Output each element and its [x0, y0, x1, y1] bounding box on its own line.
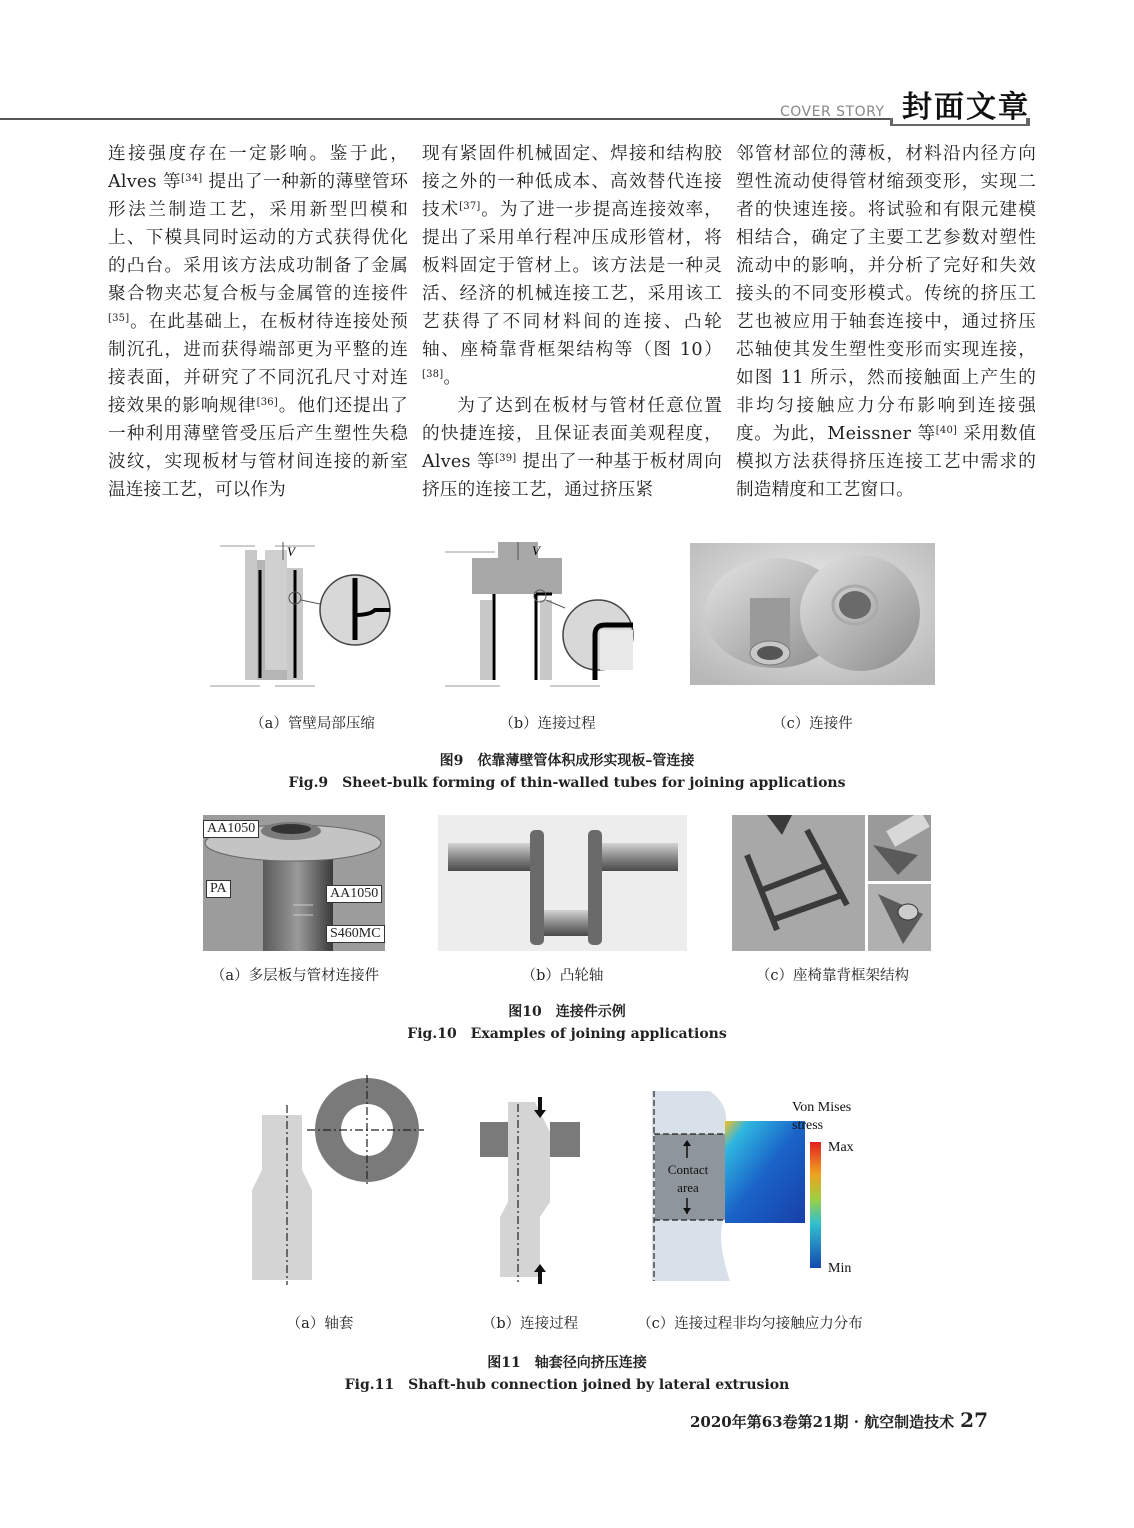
- text-run: 连接强度存在一定影响。鉴于此，Alves 等: [108, 144, 408, 192]
- text-run: 邻管材部位的薄板，材料沿内径方向塑性流动使得管材缩颈变形，实现二者的快速连接。将试验和有限元建模相结合，确定了主要工艺参数对塑性流动中的影响，并分析了完好和失效接头的不同变形模式。传统的挤压工艺也被应用于轴套连接中，通过挤压芯轴使其发生塑性变形而实现连接，如图 11 所示，然而接触面上产生的非均匀接触应力分布影响到连接强度。为此，Meissner 等: [736, 144, 1036, 444]
- citation-ref: [38]: [422, 369, 444, 380]
- text-column-1: [108, 140, 408, 504]
- fig10-sub-a: （a）多层板与管材连接件: [210, 968, 380, 984]
- fig9-sub-a: （a）管壁局部压缩: [250, 716, 375, 732]
- fig11-sub-b: （b）连接过程: [481, 1316, 579, 1332]
- paragraph: [108, 140, 408, 504]
- text-run: 现有紧固件机械固定、焊接和结构胶接之外的一种低成本、高效替代连接技术: [422, 144, 722, 220]
- fig11c-legend-min: Min: [828, 1261, 852, 1276]
- fig11-caption-en: Fig.11 Shaft-hub connection joined by lateral extrusion: [344, 1377, 790, 1393]
- fig9-panel-b: [440, 540, 655, 692]
- fig11-caption-cn: 图11 轴套径向挤压连接: [487, 1355, 647, 1371]
- fig10a-label-aa1050-top: AA1050: [203, 820, 259, 838]
- text-run: 。他们还提出了一种利用薄壁管受压后产生塑性失稳波纹，实现板材与管材间连接的新室温连接工艺，可以作为: [108, 396, 408, 500]
- fig9-sub-c: （c）连接件: [772, 716, 853, 732]
- section-label-cn: 封面文章: [902, 90, 1030, 125]
- fig9-caption-en: Fig.9 Sheet-bulk forming of thin-walled tubes for joining applications: [288, 775, 846, 791]
- fig11-panel-c-fea: [640, 1086, 860, 1286]
- fig9-caption-cn: 图9 依靠薄壁管体积成形实现板–管连接: [439, 753, 695, 769]
- fig10-panel-c-detail-bottom: [868, 884, 931, 951]
- paragraph: [422, 140, 722, 392]
- fig11c-stress-title-1: Von Mises: [792, 1100, 852, 1115]
- text-run: 。为了进一步提高连接效率，提出了采用单行程冲压成形管材，将板料固定于管材上。该方法是一种灵活、经济的机械连接工艺，采用该工艺获得了不同材料间的连接、凸轮轴、座椅靠背框架结构等（图 10）: [422, 200, 722, 360]
- fig9-sub-b: （b）连接过程: [499, 716, 596, 732]
- fig10-panel-c-detail-top: [868, 815, 931, 881]
- citation-ref: [35]: [108, 313, 130, 324]
- fig10-caption-en: Fig.10 Examples of joining applications: [407, 1026, 727, 1042]
- fig11c-contact-label-1: Contact: [667, 1162, 709, 1177]
- text-column-2: [422, 140, 722, 504]
- fig11-panel-a: [252, 1075, 432, 1290]
- citation-ref: [39]: [495, 453, 517, 464]
- text-column-3: [736, 140, 1036, 504]
- fig9-panel-c-photo: [690, 543, 935, 685]
- fig9-panel-a: [205, 540, 420, 692]
- text-run: 。: [443, 368, 462, 388]
- fig11-panel-b: [480, 1092, 580, 1287]
- paragraph: [736, 140, 1036, 504]
- citation-ref: [37]: [459, 201, 481, 212]
- citation-ref: [36]: [256, 397, 278, 408]
- page-footer: [690, 1408, 988, 1432]
- fig11c-legend-max: Max: [828, 1140, 854, 1155]
- text-run: 提出了一种基于板材周向挤压的连接工艺，通过挤压紧: [422, 452, 722, 500]
- fig11-sub-a: （a）轴套: [286, 1316, 354, 1332]
- fig9b-v-label: V: [532, 543, 540, 558]
- fig11-sub-c: （c）连接过程非均匀接触应力分布: [637, 1316, 863, 1332]
- text-run: 为了达到在板材与管材任意位置的快捷连接，且保证表面美观程度，Alves 等: [422, 396, 722, 472]
- citation-ref: [40]: [935, 425, 958, 436]
- journal-info: 2020年第63卷第21期 · 航空制造技术: [690, 1413, 955, 1431]
- page-number: 27: [960, 1408, 989, 1432]
- fig10a-label-s460mc: S460MC: [326, 925, 385, 943]
- fig10-panel-b-photo: [438, 815, 687, 951]
- fig10-sub-b: （b）凸轮轴: [521, 968, 604, 984]
- text-run: 。在此基础上，在板材待连接处预制沉孔，进而获得端部更为平整的连接表面，并研究了不同沉孔尺寸对连接效果的影响规律: [108, 312, 408, 416]
- citation-ref: [34]: [181, 173, 203, 184]
- text-run: 采用数值模拟方法获得挤压连接工艺中需求的制造精度和工艺窗口。: [736, 424, 1036, 500]
- section-label-en: COVER STORY: [780, 104, 885, 120]
- fig10a-label-pa: PA: [206, 880, 231, 898]
- fig10-sub-c: （c）座椅靠背框架结构: [755, 968, 910, 984]
- fig9a-v-label: V: [287, 544, 295, 559]
- fig11c-contact-label-2: area: [677, 1180, 699, 1195]
- fig10a-label-aa1050-side: AA1050: [326, 885, 382, 903]
- fig10-panel-c-photo: [732, 815, 865, 951]
- text-run: 提出了一种新的薄壁管环形法兰制造工艺，采用新型凹模和上、下模具同时运动的方式获得优化的凸台。采用该方法成功制备了金属聚合物夹芯复合板与金属管的连接件: [108, 172, 408, 304]
- fig11c-stress-title-2: stress: [792, 1118, 824, 1133]
- fig10-caption-cn: 图10 连接件示例: [508, 1004, 626, 1020]
- paragraph: [422, 392, 722, 504]
